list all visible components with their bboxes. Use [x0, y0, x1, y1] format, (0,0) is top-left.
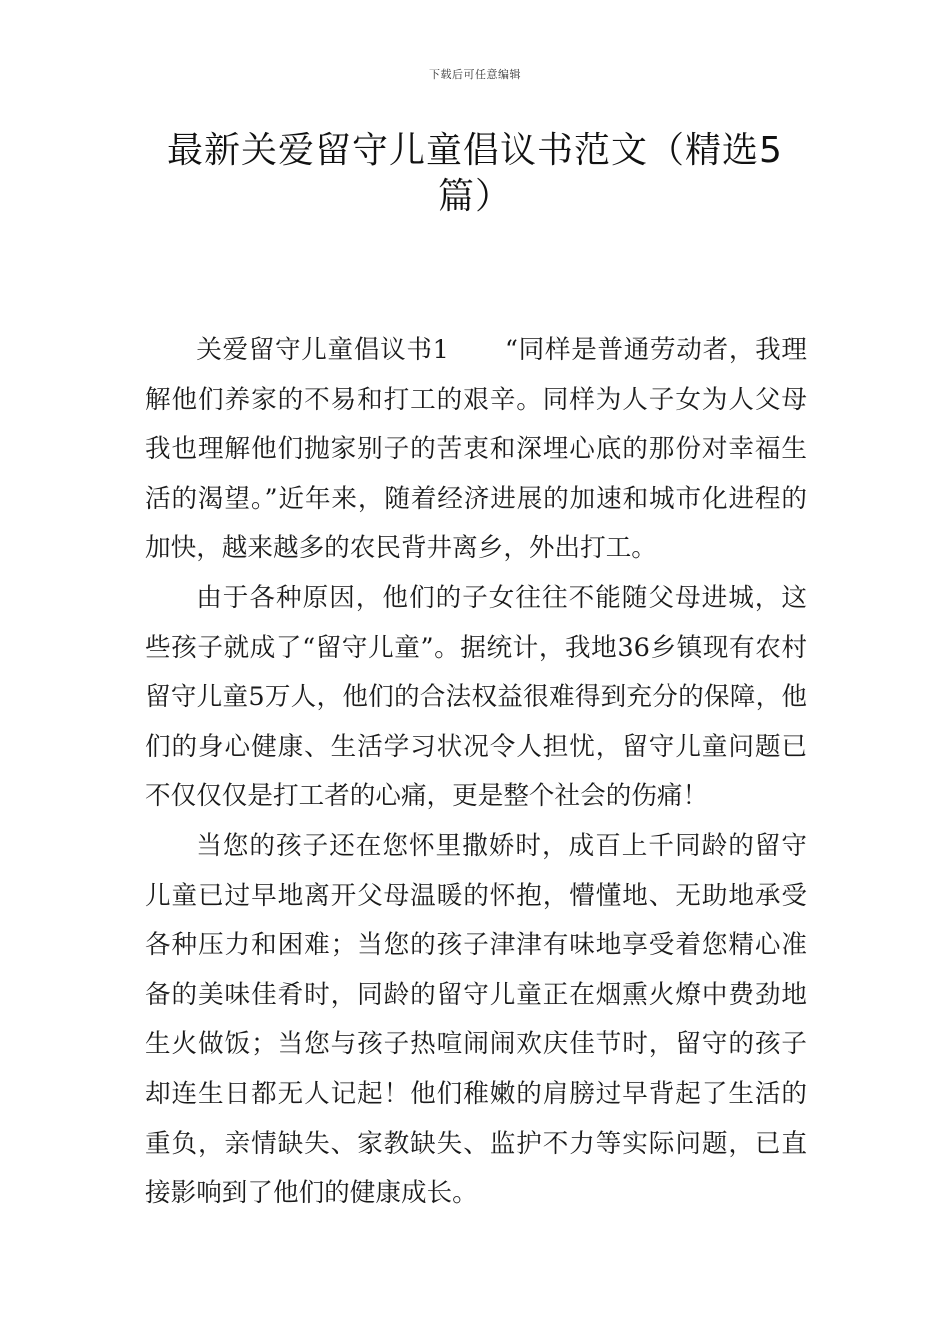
- document-title: 最新关爱留守儿童倡议书范文（精选5篇）: [167, 130, 783, 217]
- paragraph-1-text: “同样是普通劳动者，我理解他们养家的不易和打工的艰辛。同样为人子女为人父母我也理解他们抛家别子的苦衷和深埋心底的那份对幸福生活的渴望。”近年来，随着经济进展的加速和城市化进程的加快，越来越多的农民背井离乡，外出打工。: [145, 335, 807, 564]
- document-body: [145, 326, 807, 1219]
- section-heading: 关爱留守儿童倡议书1: [196, 335, 449, 365]
- paragraph-3: 当您的孩子还在您怀里撒娇时，成百上千同龄的留守儿童已过早地离开父母温暖的怀抱，懵懂地、无助地承受各种压力和困难；当您的孩子津津有味地享受着您精心准备的美味佳肴时，同龄的留守儿童正在烟熏火燎中费劲地生火做饭；当您与孩子热喧闹闹欢庆佳节时，留守的孩子却连生日都无人记起！他们稚嫩的肩膀过早背起了生活的重负，亲情缺失、家教缺失、监护不力等实际问题，已直接影响到了他们的健康成长。: [145, 830, 807, 1209]
- paragraph-1: [145, 326, 807, 574]
- header-note: 下载后可任意编辑: [429, 68, 521, 81]
- paragraph-2: 由于各种原因，他们的子女往往不能随父母进城，这些孩子就成了“留守儿童”。据统计，我地36乡镇现有农村留守儿童5万人，他们的合法权益很难得到充分的保障，他们的身心健康、生活学习状况令人担忧，留守儿童问题已不仅仅仅是打工者的心痛，更是整个社会的伤痛！: [145, 582, 807, 812]
